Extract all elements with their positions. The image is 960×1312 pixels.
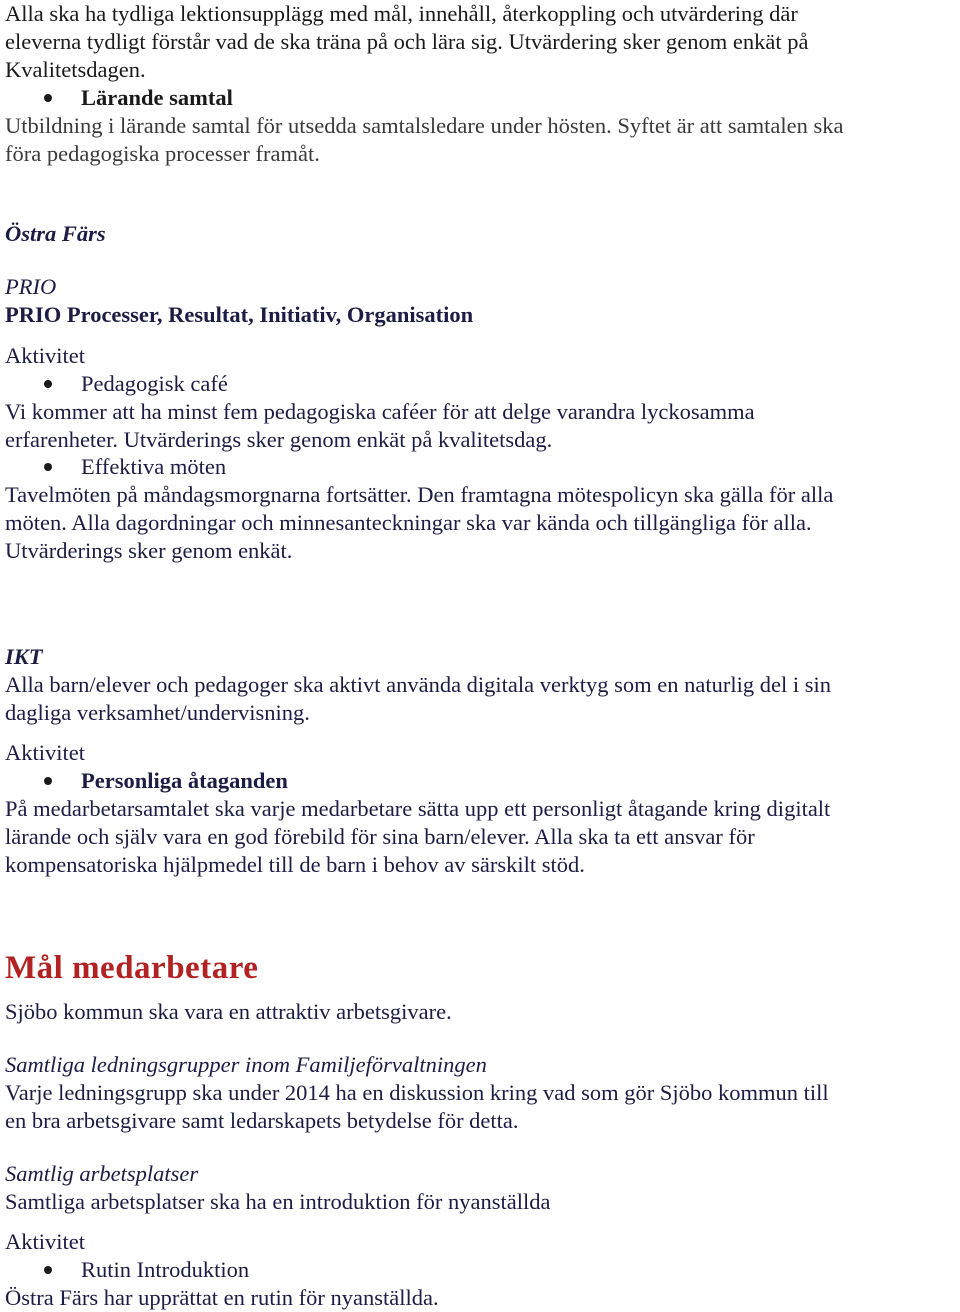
- list-item-label: Personliga åtaganden: [81, 768, 288, 793]
- bullet-icon: [44, 1266, 52, 1274]
- bullet-icon: [44, 94, 52, 102]
- prio-heading: PRIO: [5, 274, 57, 299]
- ikt-line-1: Alla barn/elever och pedagoger ska aktivt använda digitala verktyg som en naturlig del i sin: [5, 672, 831, 697]
- list-item-effektiva-moten: [5, 453, 226, 481]
- atag-line-1: På medarbetarsamtalet ska varje medarbetare sätta upp ett personligt åtagande kring digitalt: [5, 796, 831, 821]
- list-item-label: Effektiva möten: [81, 454, 227, 479]
- prio-subtitle: PRIO Processer, Resultat, Initiativ, Organisation: [5, 302, 474, 327]
- list-item-pedagogisk-cafe: [5, 370, 228, 398]
- list-item-label: Lärande samtal: [81, 85, 233, 110]
- cafe-line-1: Vi kommer att ha minst fem pedagogiska caféer för att delge varandra lyckosamma: [5, 399, 755, 424]
- list-item-personliga-ataganden: [5, 767, 288, 795]
- intro-line-3: Kvalitetsdagen.: [5, 57, 146, 82]
- aktivitet-label: Aktivitet: [5, 740, 85, 765]
- intro-line-2: eleverna tydligt förstår vad de ska träna på och lära sig. Utvärdering sker genom enkät på: [5, 29, 809, 54]
- list-item-label: Rutin Introduktion: [81, 1257, 250, 1282]
- moten-line-2: möten. Alla dagordningar och minnesanteckningar ska var kända och tillgängliga för alla.: [5, 510, 812, 535]
- aktivitet-label: Aktivitet: [5, 1229, 85, 1254]
- list-item-label: Pedagogisk café: [81, 371, 228, 396]
- arbets-line-1: Samtliga arbetsplatser ska ha en introduktion för nyanställda: [5, 1189, 551, 1214]
- intro-line-1: Alla ska ha tydliga lektionsupplägg med mål, innehåll, återkoppling och utvärdering där: [5, 1, 798, 26]
- list-item-larande-samtal: [5, 84, 233, 112]
- aktivitet-label: Aktivitet: [5, 343, 85, 368]
- larande-line-1: Utbildning i lärande samtal för utsedda samtalsledare under hösten. Syftet är att samtalen ska: [5, 113, 844, 138]
- moten-line-1: Tavelmöten på måndagsmorgnarna fortsätter. Den framtagna mötespolicyn ska gälla för alla: [5, 482, 834, 507]
- ledning-line-2: en bra arbetsgivare samt ledarskapets betydelse för detta.: [5, 1108, 519, 1133]
- rutin-line-1: Östra Färs har upprättat en rutin för nyanställda.: [5, 1285, 439, 1310]
- section-heading-mal-medarbetare: Mål medarbetare: [5, 950, 259, 986]
- mal-goal: Sjöbo kommun ska vara en attraktiv arbetsgivare.: [5, 999, 452, 1024]
- ledning-line-1: Varje ledningsgrupp ska under 2014 ha en diskussion kring vad som gör Sjöbo kommun till: [5, 1080, 829, 1105]
- subheading-arbetsplatser: Samtlig arbetsplatser: [5, 1161, 199, 1186]
- list-item-rutin-introduktion: [5, 1256, 249, 1284]
- cafe-line-2: erfarenheter. Utvärderings sker genom enkät på kvalitetsdag.: [5, 427, 553, 452]
- bullet-icon: [44, 463, 52, 471]
- section-heading-ostra-fars: Östra Färs: [5, 221, 106, 246]
- atag-line-3: kompensatoriska hjälpmedel till de barn i behov av särskilt stöd.: [5, 852, 585, 877]
- bullet-icon: [44, 777, 52, 785]
- larande-line-2: föra pedagogiska processer framåt.: [5, 141, 320, 166]
- subheading-ledningsgrupper: Samtliga ledningsgrupper inom Familjeförvaltningen: [5, 1052, 487, 1077]
- section-heading-ikt: IKT: [5, 644, 43, 669]
- moten-line-3: Utvärderings sker genom enkät.: [5, 538, 293, 563]
- ikt-line-2: dagliga verksamhet/undervisning.: [5, 700, 310, 725]
- atag-line-2: lärande och själv vara en god förebild för sina barn/elever. Alla ska ta ett ansvar för: [5, 824, 755, 849]
- bullet-icon: [44, 380, 52, 388]
